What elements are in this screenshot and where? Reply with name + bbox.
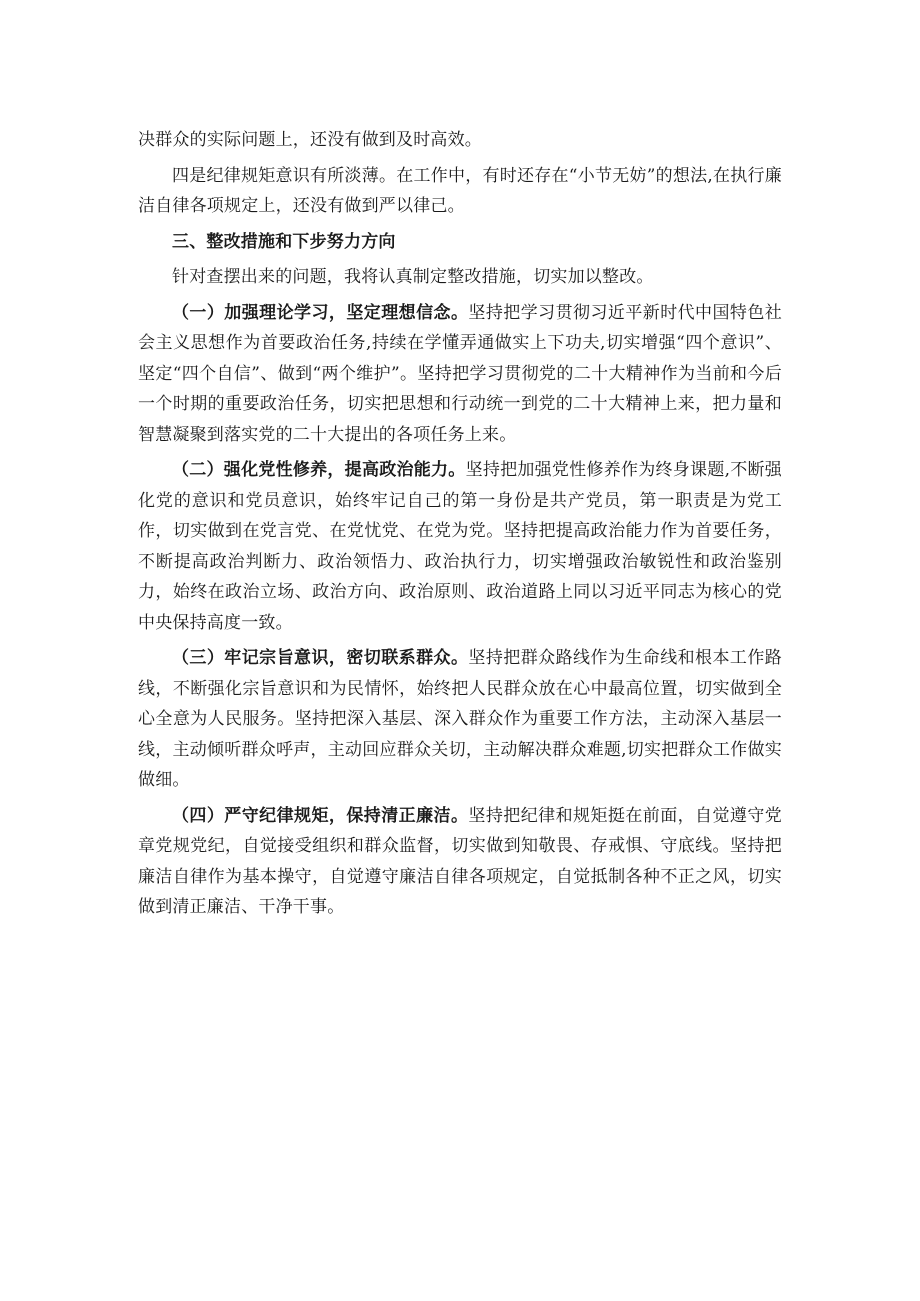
section-heading: 三、整改措施和下步努力方向	[172, 231, 396, 252]
measure-lead: （四）严守纪律规矩，保持清正廉洁。	[172, 805, 469, 826]
measure-body: 坚持把纪律和规矩挺在前面，自觉遵守党章党规党纪，自觉接受组织和群众监督，切实做到知敬畏、存戒惧、守底线。坚持把廉洁自律作为基本操守，自觉遵守廉洁自律各项规定，自觉抵制各种不正之风，切实做到清正廉洁、干净干事。	[138, 805, 782, 917]
measure-lead: （一）加强理论学习，坚定理想信念。	[172, 302, 469, 323]
measure-paragraph-3	[138, 643, 782, 796]
measure-body: 坚持把加强党性修养作为终身课题,不断强化党的意识和党员意识，始终牢记自己的第一身份是共产党员，第一职责是为党工作，切实做到在党言党、在党忧党、在党为党。坚持把提高政治能力作为首要任务，不断提高政治判断力、政治领悟力、政治执行力，切实增强政治敏锐性和政治鉴别力，始终在政治立场、政治方向、政治原则、政治道路上同以习近平同志为核心的党中央保持高度一致。	[138, 460, 782, 633]
measure-paragraph-1	[138, 298, 782, 451]
document-body	[138, 125, 782, 928]
paragraph-problem-four: 四是纪律规矩意识有所淡薄。在工作中，有时还存在“小节无妨”的想法,在执行廉洁自律各项规定上，还没有做到严以律己。	[138, 165, 782, 216]
paragraph-intro: 针对查摆出来的问题，我将认真制定整改措施，切实加以整改。	[172, 267, 654, 287]
measure-paragraph-4	[138, 801, 782, 923]
measure-paragraph-2	[138, 455, 782, 638]
measure-lead: （二）强化党性修养，提高政治能力。	[172, 460, 466, 480]
paragraph-continuation: 决群众的实际问题上，还没有做到及时高效。	[138, 130, 482, 150]
measure-lead: （三）牢记宗旨意识，密切联系群众。	[172, 648, 469, 668]
measure-body: 坚持把学习贯彻习近平新时代中国特色社会主义思想作为首要政治任务,持续在学懂弄通做实上下功夫,切实增强“四个意识”、坚定“四个自信”、做到“两个维护”。坚持把学习贯彻党的二十大精神作为当前和今后一个时期的重要政治任务，切实把思想和行动统一到党的二十大精神上来，把力量和智慧凝聚到落实党的二十大提出的各项任务上来。	[138, 302, 782, 445]
measure-body: 坚持把群众路线作为生命线和根本工作路线，不断强化宗旨意识和为民情怀，始终把人民群众放在心中最高位置，切实做到全心全意为人民服务。坚持把深入基层、深入群众作为重要工作方法，主动深入基层一线，主动倾听群众呼声，主动回应群众关切，主动解决群众难题,切实把群众工作做实做细。	[138, 648, 782, 790]
